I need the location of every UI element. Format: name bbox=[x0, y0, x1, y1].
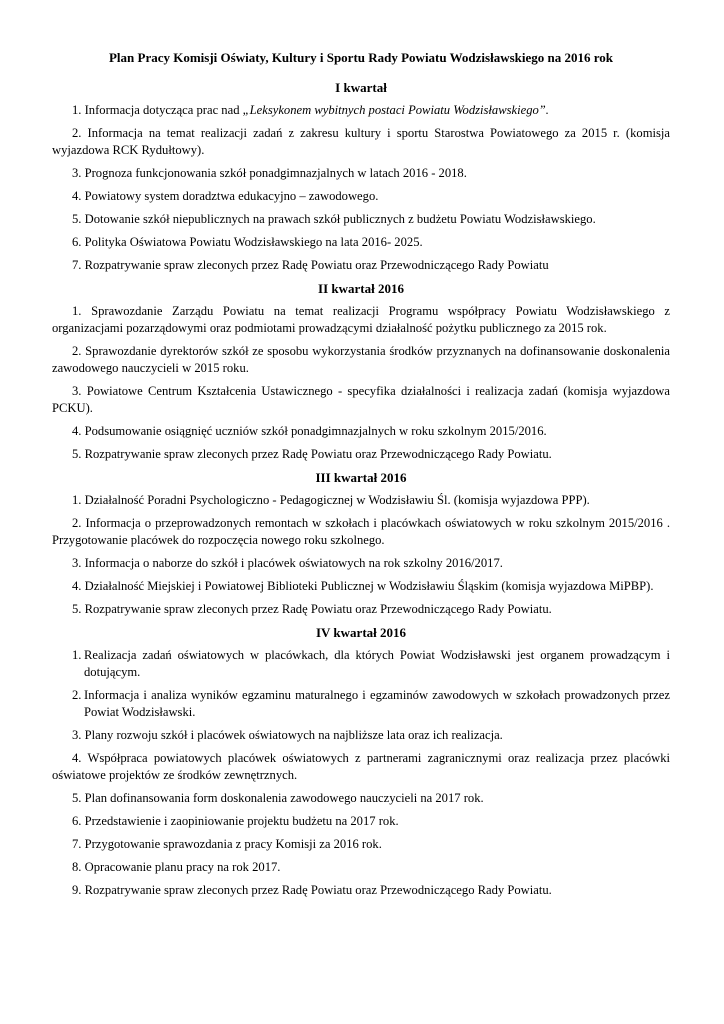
list-item bbox=[52, 859, 670, 876]
list-item bbox=[52, 647, 670, 681]
item-number: 5. bbox=[72, 212, 82, 226]
list-item bbox=[52, 234, 670, 251]
item-text: Działalność Poradni Psychologiczno - Pedagogicznej w Wodzisławiu Śl. (komisja wyjazdowa PPP). bbox=[84, 493, 590, 507]
item-text: Sprawozdanie Zarządu Powiatu na temat realizacji Programu współpracy Powiatu Wodzisławskiego z organizacjami pozarządowymi oraz podmiotami prowadzącymi działalność pożytku publicznego za 2015 rok. bbox=[52, 304, 670, 335]
item-number: 4. bbox=[72, 579, 82, 593]
item-text: Opracowanie planu pracy na rok 2017. bbox=[84, 860, 281, 874]
item-text: Informacja o naborze do szkół i placówek oświatowych na rok szkolny 2016/2017. bbox=[84, 556, 503, 570]
list-item bbox=[52, 188, 670, 205]
item-number: 3. bbox=[72, 728, 82, 742]
section-heading: II kwartał 2016 bbox=[318, 281, 404, 296]
list-item bbox=[52, 601, 670, 618]
document-title: Plan Pracy Komisji Oświaty, Kultury i Sportu Rady Powiatu Wodzisławskiego na 2016 rok bbox=[108, 50, 614, 65]
item-number: 7. bbox=[72, 837, 82, 851]
item-number: 5. bbox=[72, 602, 82, 616]
item-text: Powiatowy system doradztwa edukacyjno – zawodowego. bbox=[84, 189, 379, 203]
item-number: 2. bbox=[72, 688, 82, 702]
list-item bbox=[52, 446, 670, 463]
item-text: Rozpatrywanie spraw zleconych przez Radę Powiatu oraz Przewodniczącego Rady Powiatu. bbox=[84, 883, 552, 897]
item-number: 5. bbox=[72, 791, 82, 805]
item-number: 2. bbox=[72, 126, 82, 140]
item-text: Informacja o przeprowadzonych remontach w szkołach i placówkach oświatowych w roku szkolnym 2015/2016 . Przygotowanie placówek do rozpoczęcia nowego roku szkolnego. bbox=[52, 516, 670, 547]
list-item bbox=[52, 102, 670, 119]
item-number: 6. bbox=[72, 814, 82, 828]
item-number: 1. bbox=[72, 103, 82, 117]
item-text: Podsumowanie osiągnięć uczniów szkół ponadgimnazjalnych w roku szkolnym 2015/2016. bbox=[84, 424, 547, 438]
item-number: 4. bbox=[72, 424, 82, 438]
list-item bbox=[52, 836, 670, 853]
list-item bbox=[52, 211, 670, 228]
item-text: Realizacja zadań oświatowych w placówkach, dla których Powiat Wodzisławski jest organem prowadzącym i dotującym. bbox=[84, 648, 670, 679]
item-text: Polityka Oświatowa Powiatu Wodzisławskiego na lata 2016- 2025. bbox=[84, 235, 423, 249]
item-text: Prognoza funkcjonowania szkół ponadgimnazjalnych w latach 2016 - 2018. bbox=[84, 166, 467, 180]
item-number: 3. bbox=[72, 556, 82, 570]
item-number: 9. bbox=[72, 883, 82, 897]
item-number: 2. bbox=[72, 344, 82, 358]
list-item bbox=[52, 813, 670, 830]
item-text: Współpraca powiatowych placówek oświatowych z partnerami zagranicznymi oraz realizacja przez placówki oświatowe projektów ze środków zewnętrznych. bbox=[52, 751, 670, 782]
document-page bbox=[52, 49, 670, 905]
item-number: 5. bbox=[72, 447, 82, 461]
item-text: Powiatowe Centrum Kształcenia Ustawicznego - specyfika działalności i realizacja zadań (komisja wyjazdowa PCKU). bbox=[52, 384, 670, 415]
item-text: Działalność Miejskiej i Powiatowej Biblioteki Publicznej w Wodzisławiu Śląskim (komisja wyjazdowa MiPBP). bbox=[84, 579, 654, 593]
list-item bbox=[52, 515, 670, 549]
item-italic-text: „Leksykonem wybitnych postaci Powiatu Wodzisławskiego”. bbox=[242, 103, 549, 117]
item-number: 1. bbox=[72, 304, 82, 318]
item-text: Plany rozwoju szkół i placówek oświatowych na najbliższe lata oraz ich realizacja. bbox=[84, 728, 503, 742]
item-text: Rozpatrywanie spraw zleconych przez Radę Powiatu oraz Przewodniczącego Rady Powiatu. bbox=[84, 447, 552, 461]
list-item bbox=[52, 423, 670, 440]
list-item bbox=[52, 125, 670, 159]
item-text: Informacja dotycząca prac nad bbox=[84, 103, 243, 117]
sections-container bbox=[52, 79, 670, 899]
list-item bbox=[52, 750, 670, 784]
section-heading: IV kwartał 2016 bbox=[315, 625, 407, 640]
list-item bbox=[52, 303, 670, 337]
item-number: 1. bbox=[72, 493, 82, 507]
list-item bbox=[52, 727, 670, 744]
section-heading: III kwartał 2016 bbox=[315, 470, 407, 485]
item-number: 1. bbox=[72, 648, 82, 662]
item-text: Informacja i analiza wyników egzaminu maturalnego i egzaminów zawodowych w szkołach prowadzonych przez Powiat Wodzisławski. bbox=[84, 688, 670, 719]
item-text: Sprawozdanie dyrektorów szkół ze sposobu wykorzystania środków przyznanych na dofinansowanie doskonalenia zawodowego nauczycieli w 2015 roku. bbox=[52, 344, 670, 375]
item-text: Plan dofinansowania form doskonalenia zawodowego nauczycieli na 2017 rok. bbox=[84, 791, 484, 805]
item-number: 6. bbox=[72, 235, 82, 249]
list-item bbox=[52, 790, 670, 807]
list-item bbox=[52, 687, 670, 721]
section-heading: I kwartał bbox=[335, 80, 387, 95]
item-text: Informacja na temat realizacji zadań z zakresu kultury i sportu Starostwa Powiatowego za 2015 r. (komisja wyjazdowa RCK Rydułtowy). bbox=[52, 126, 670, 157]
list-item bbox=[52, 383, 670, 417]
item-number: 8. bbox=[72, 860, 82, 874]
item-number: 4. bbox=[72, 189, 82, 203]
item-text: Przedstawienie i zaopiniowanie projektu budżetu na 2017 rok. bbox=[84, 814, 399, 828]
list-item bbox=[52, 578, 670, 595]
list-item bbox=[52, 165, 670, 182]
item-text: Rozpatrywanie spraw zleconych przez Radę Powiatu oraz Przewodniczącego Rady Powiatu bbox=[84, 258, 549, 272]
item-number: 4. bbox=[72, 751, 82, 765]
list-item bbox=[52, 257, 670, 274]
item-text: Dotowanie szkół niepublicznych na prawach szkół publicznych z budżetu Powiatu Wodzisławskiego. bbox=[84, 212, 596, 226]
item-text: Przygotowanie sprawozdania z pracy Komisji za 2016 rok. bbox=[84, 837, 382, 851]
item-text: Rozpatrywanie spraw zleconych przez Radę Powiatu oraz Przewodniczącego Rady Powiatu. bbox=[84, 602, 552, 616]
item-number: 2. bbox=[72, 516, 82, 530]
list-item bbox=[52, 492, 670, 509]
item-number: 7. bbox=[72, 258, 82, 272]
list-item bbox=[52, 343, 670, 377]
list-item bbox=[52, 555, 670, 572]
item-number: 3. bbox=[72, 384, 82, 398]
item-number: 3. bbox=[72, 166, 82, 180]
list-item bbox=[52, 882, 670, 899]
